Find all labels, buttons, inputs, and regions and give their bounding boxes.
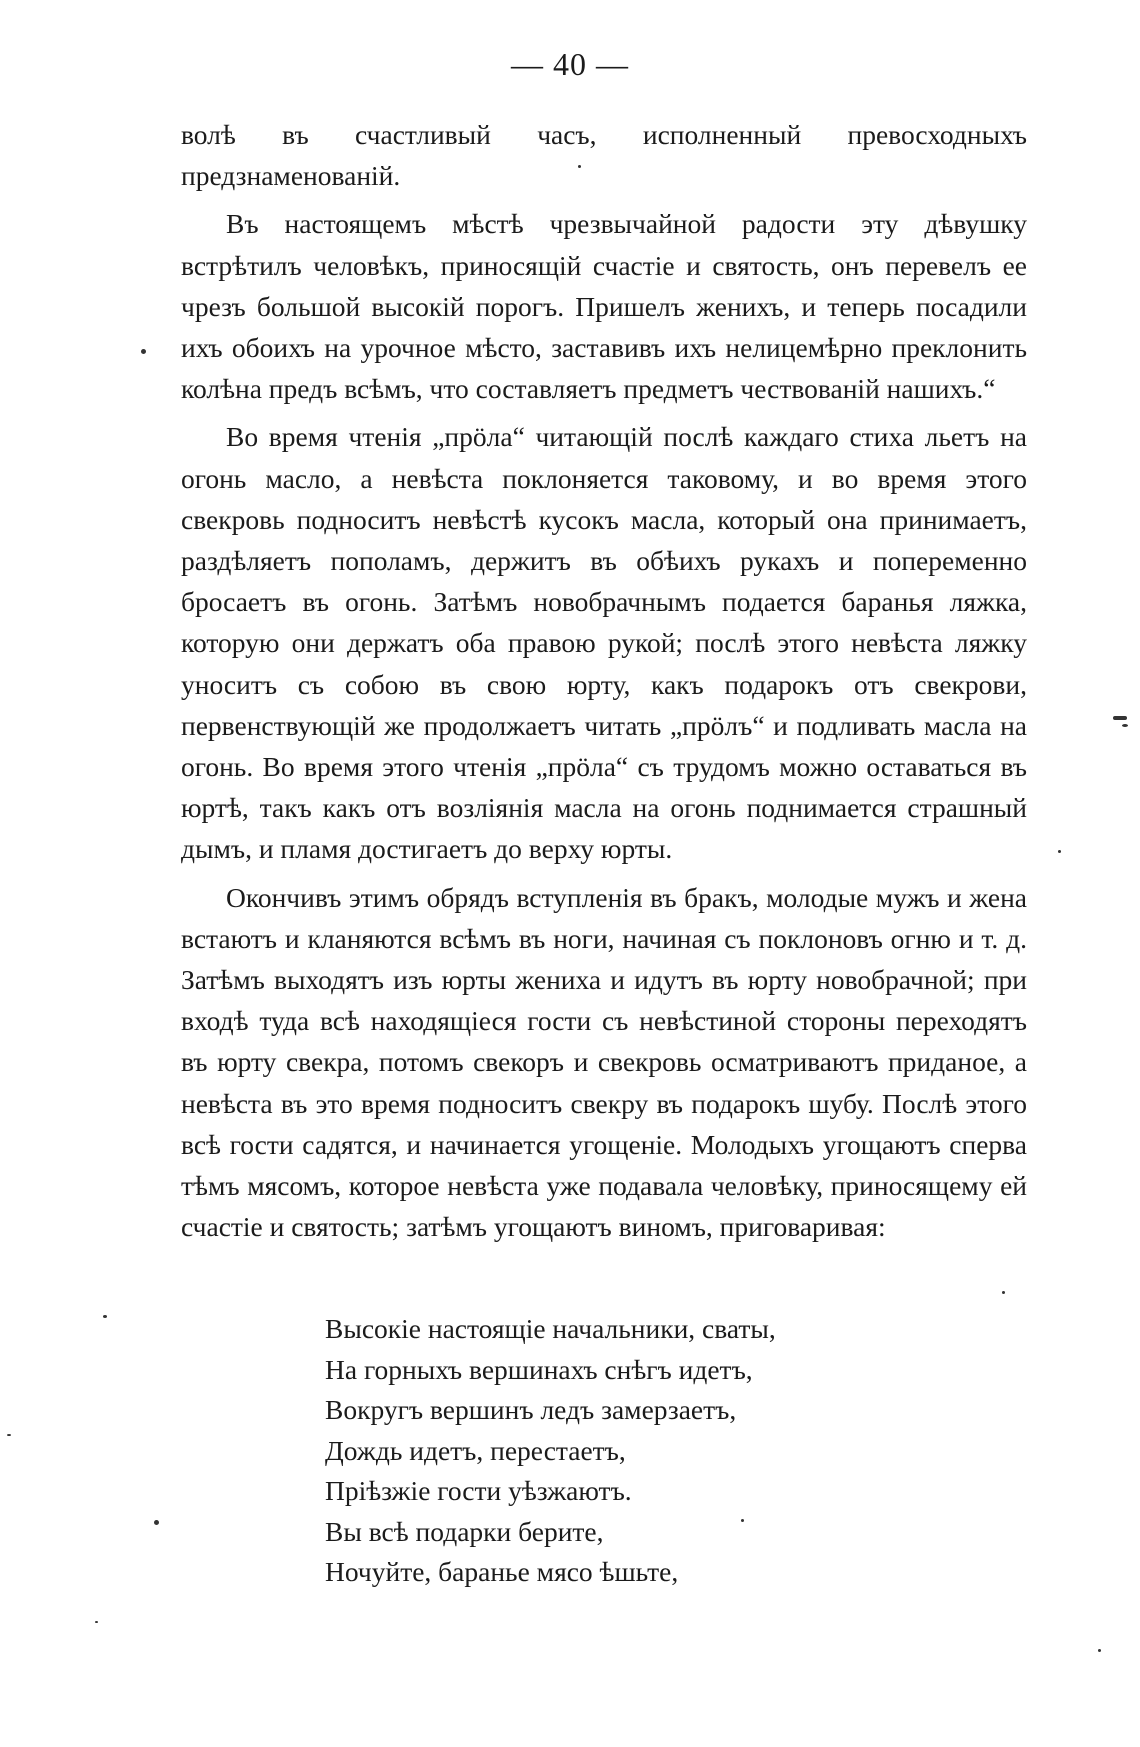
verse-line: На горныхъ вершинахъ снѣгъ идетъ, — [325, 1353, 753, 1385]
scan-speck — [1122, 724, 1128, 727]
paragraph: Окончивъ этимъ обрядъ вступленія въ бракъ, молодые мужъ и жена встаютъ и кланяются всѣмъ въ ноги, начиная съ поклоновъ огню и т. д. Затѣмъ выходятъ изъ юрты жениха и идутъ въ юрту новобрачной; при входѣ туда всѣ находящіеся гости съ невѣстиной стороны переходятъ въ юрту свекра, потомъ свекоръ и свекровь осматриваютъ приданое, а невѣста въ это время подноситъ свекру въ подарокъ шубу. Послѣ этого всѣ гости садятся, и начинается угощеніе. Молодыхъ угощаютъ сперва тѣмъ мясомъ, которое невѣста уже подавала человѣку, приносящему ей счастіе и святость; затѣмъ угощаютъ виномъ, приговаривая: — [181, 881, 1027, 1243]
verse-line: Вокругъ вершинъ ледъ замерзаетъ, — [325, 1394, 737, 1425]
scan-speck — [1058, 850, 1061, 853]
scan-speck — [95, 1621, 98, 1623]
scan-speck — [1002, 1291, 1005, 1294]
scan-speck — [141, 349, 146, 354]
scan-speck — [7, 1434, 11, 1436]
scan-speck — [1113, 716, 1127, 720]
scan-speck — [578, 165, 581, 168]
verse-line: Вы всѣ подарки берите, — [325, 1515, 604, 1547]
verse-line: Высокіе настоящіе начальники, сваты, — [325, 1313, 776, 1344]
paragraph: Въ настоящемъ мѣстѣ чрезвычайной радости эту дѣвушку встрѣтилъ человѣкъ, приносящій счастіе и святость, онъ перевелъ ее чрезъ большой высокій порогъ. Пришелъ женихъ, и теперь посадили ихъ обоихъ на урочное мѣсто, заставивъ ихъ нелицемѣрно преклонить колѣна предъ всѣмъ, что составляетъ предметъ чествованій нашихъ.“ — [181, 208, 1027, 405]
verse-line: Ночуйте, баранье мясо ѣшьте, — [325, 1556, 679, 1587]
paragraph: Во время чтенія „прӧла“ читающій послѣ каждаго стиха льетъ на огонь масло, а невѣста поклоняется таковому, и во время этого свекровь подноситъ невѣстѣ кусокъ масла, который она принимаетъ, раздѣляетъ пополамъ, держитъ въ обѣихъ рукахъ и попеременно бросаетъ въ огонь. Затѣмъ новобрачнымъ подается баранья ляжка, которую они держатъ оба правою рукой; послѣ этого невѣста ляжку уноситъ съ собою въ свою юрту, какъ подарокъ отъ свекрови, первенствующій же продолжаетъ читать „прӧлъ“ и подливать масла на огонь. Во время этого чтенія „прӧла“ съ трудомъ можно оставаться въ юртѣ, такъ какъ отъ возліянія масла на огонь поднимается страшный дымъ, и пламя достигаетъ до верху юрты. — [181, 421, 1027, 865]
verse-line: Дождь идетъ, перестаетъ, — [325, 1434, 626, 1466]
verse-block — [325, 1309, 776, 1593]
scan-speck — [1098, 1649, 1101, 1652]
verse-line: Пріѣзжіе гости уѣзжаютъ. — [325, 1475, 632, 1506]
body-text — [181, 114, 1027, 1247]
scan-speck — [741, 1519, 744, 1522]
scan-speck — [154, 1520, 159, 1525]
paragraph-continuation: волѣ въ счастливый часъ, исполненный превосходныхъ предзнаменованій. — [181, 119, 1027, 192]
scan-speck — [103, 1315, 107, 1318]
page-number: — 40 — — [511, 46, 629, 82]
